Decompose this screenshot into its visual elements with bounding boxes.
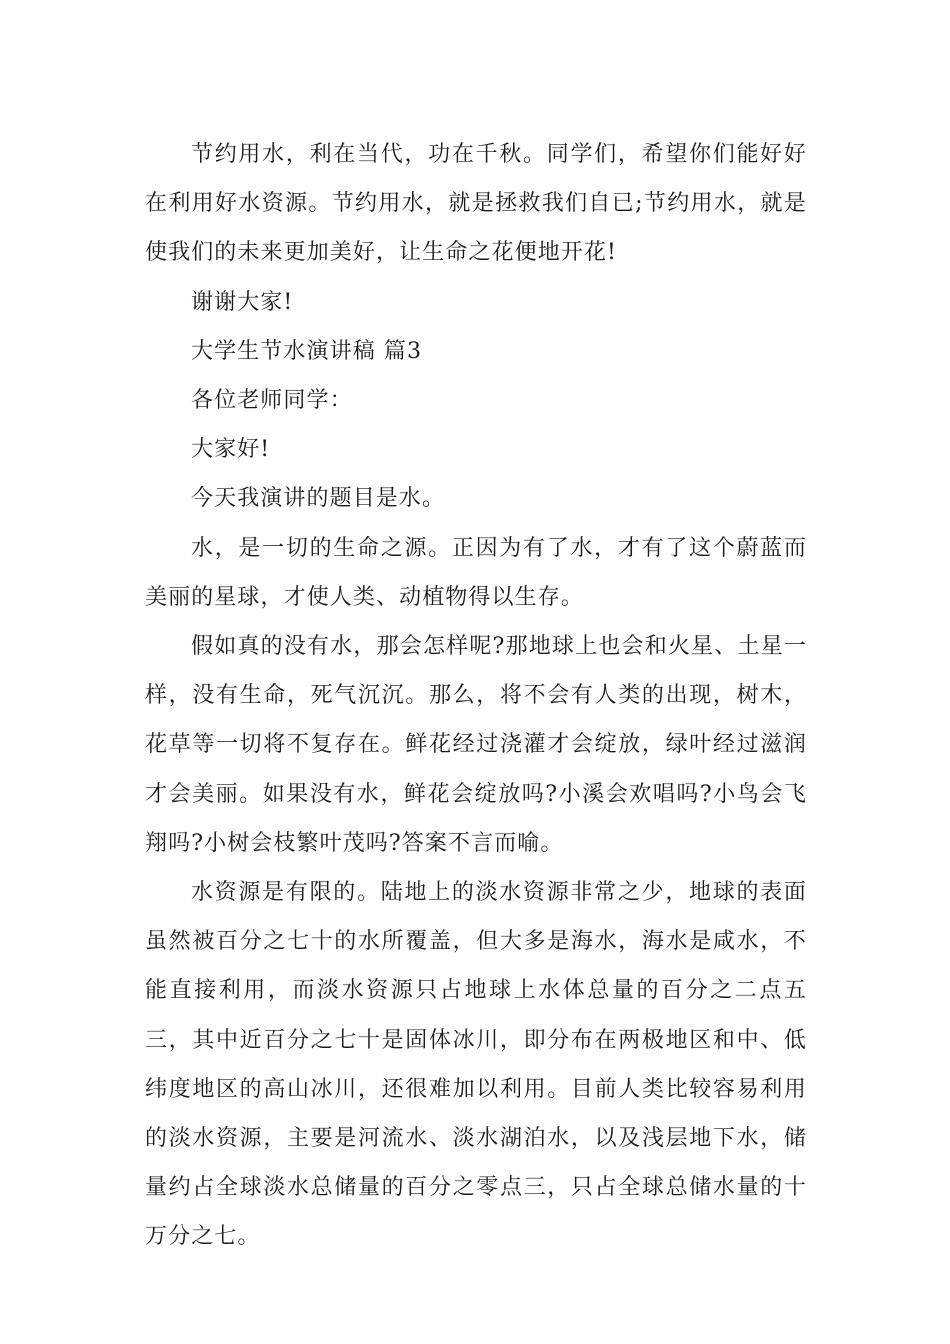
paragraph-conclusion: 节约用水，利在当代，功在千秋。同学们，希望你们能好好在利用好水资源。节约用水，就是拯救我们自已;节约用水，就是使我们的未来更加美好，让生命之花便地开花! — [145, 142, 807, 266]
paragraph-water-source: 水，是一切的生命之源。正因为有了水，才有了这个蔚蓝而美丽的星球，才使人类、动植物得以生存。 — [145, 535, 807, 610]
paragraph-greeting: 大家好! — [191, 437, 271, 463]
section-heading: 大学生节水演讲稿 篇3 — [191, 338, 423, 364]
paragraph-no-water: 假如真的没有水，那会怎样呢?那地球上也会和火星、土星一样，没有生命，死气沉沉。那么，将不会有人类的出现，树木，花草等一切将不复存在。鲜花经过浇灌才会绽放，绿叶经过滋润才会美丽。如果没有水，鲜花会绽放吗?小溪会欢唱吗?小鸟会飞翔吗?小树会枝繁叶茂吗?答案不言而喻。 — [145, 634, 807, 856]
paragraph-thanks: 谢谢大家! — [191, 289, 294, 315]
paragraph-topic: 今天我演讲的题目是水。 — [191, 486, 446, 512]
paragraph-limited-resources: 水资源是有限的。陆地上的淡水资源非常之少，地球的表面虽然被百分之七十的水所覆盖，但大多是海水，海水是咸水，不能直接利用，而淡水资源只占地球上水体总量的百分之二点五三，其中近百分之七十是固体冰川，即分布在两极地区和中、低纬度地区的高山冰川，还很难加以利用。目前人类比较容易利用的淡水资源，主要是河流水、淡水湖泊水，以及浅层地下水，储量约占全球淡水总储量的百分之零点三，只占全球总储水量的十万分之七。 — [145, 880, 807, 1250]
paragraph-salutation: 各位老师同学： — [191, 388, 353, 414]
document-body — [145, 130, 807, 1262]
